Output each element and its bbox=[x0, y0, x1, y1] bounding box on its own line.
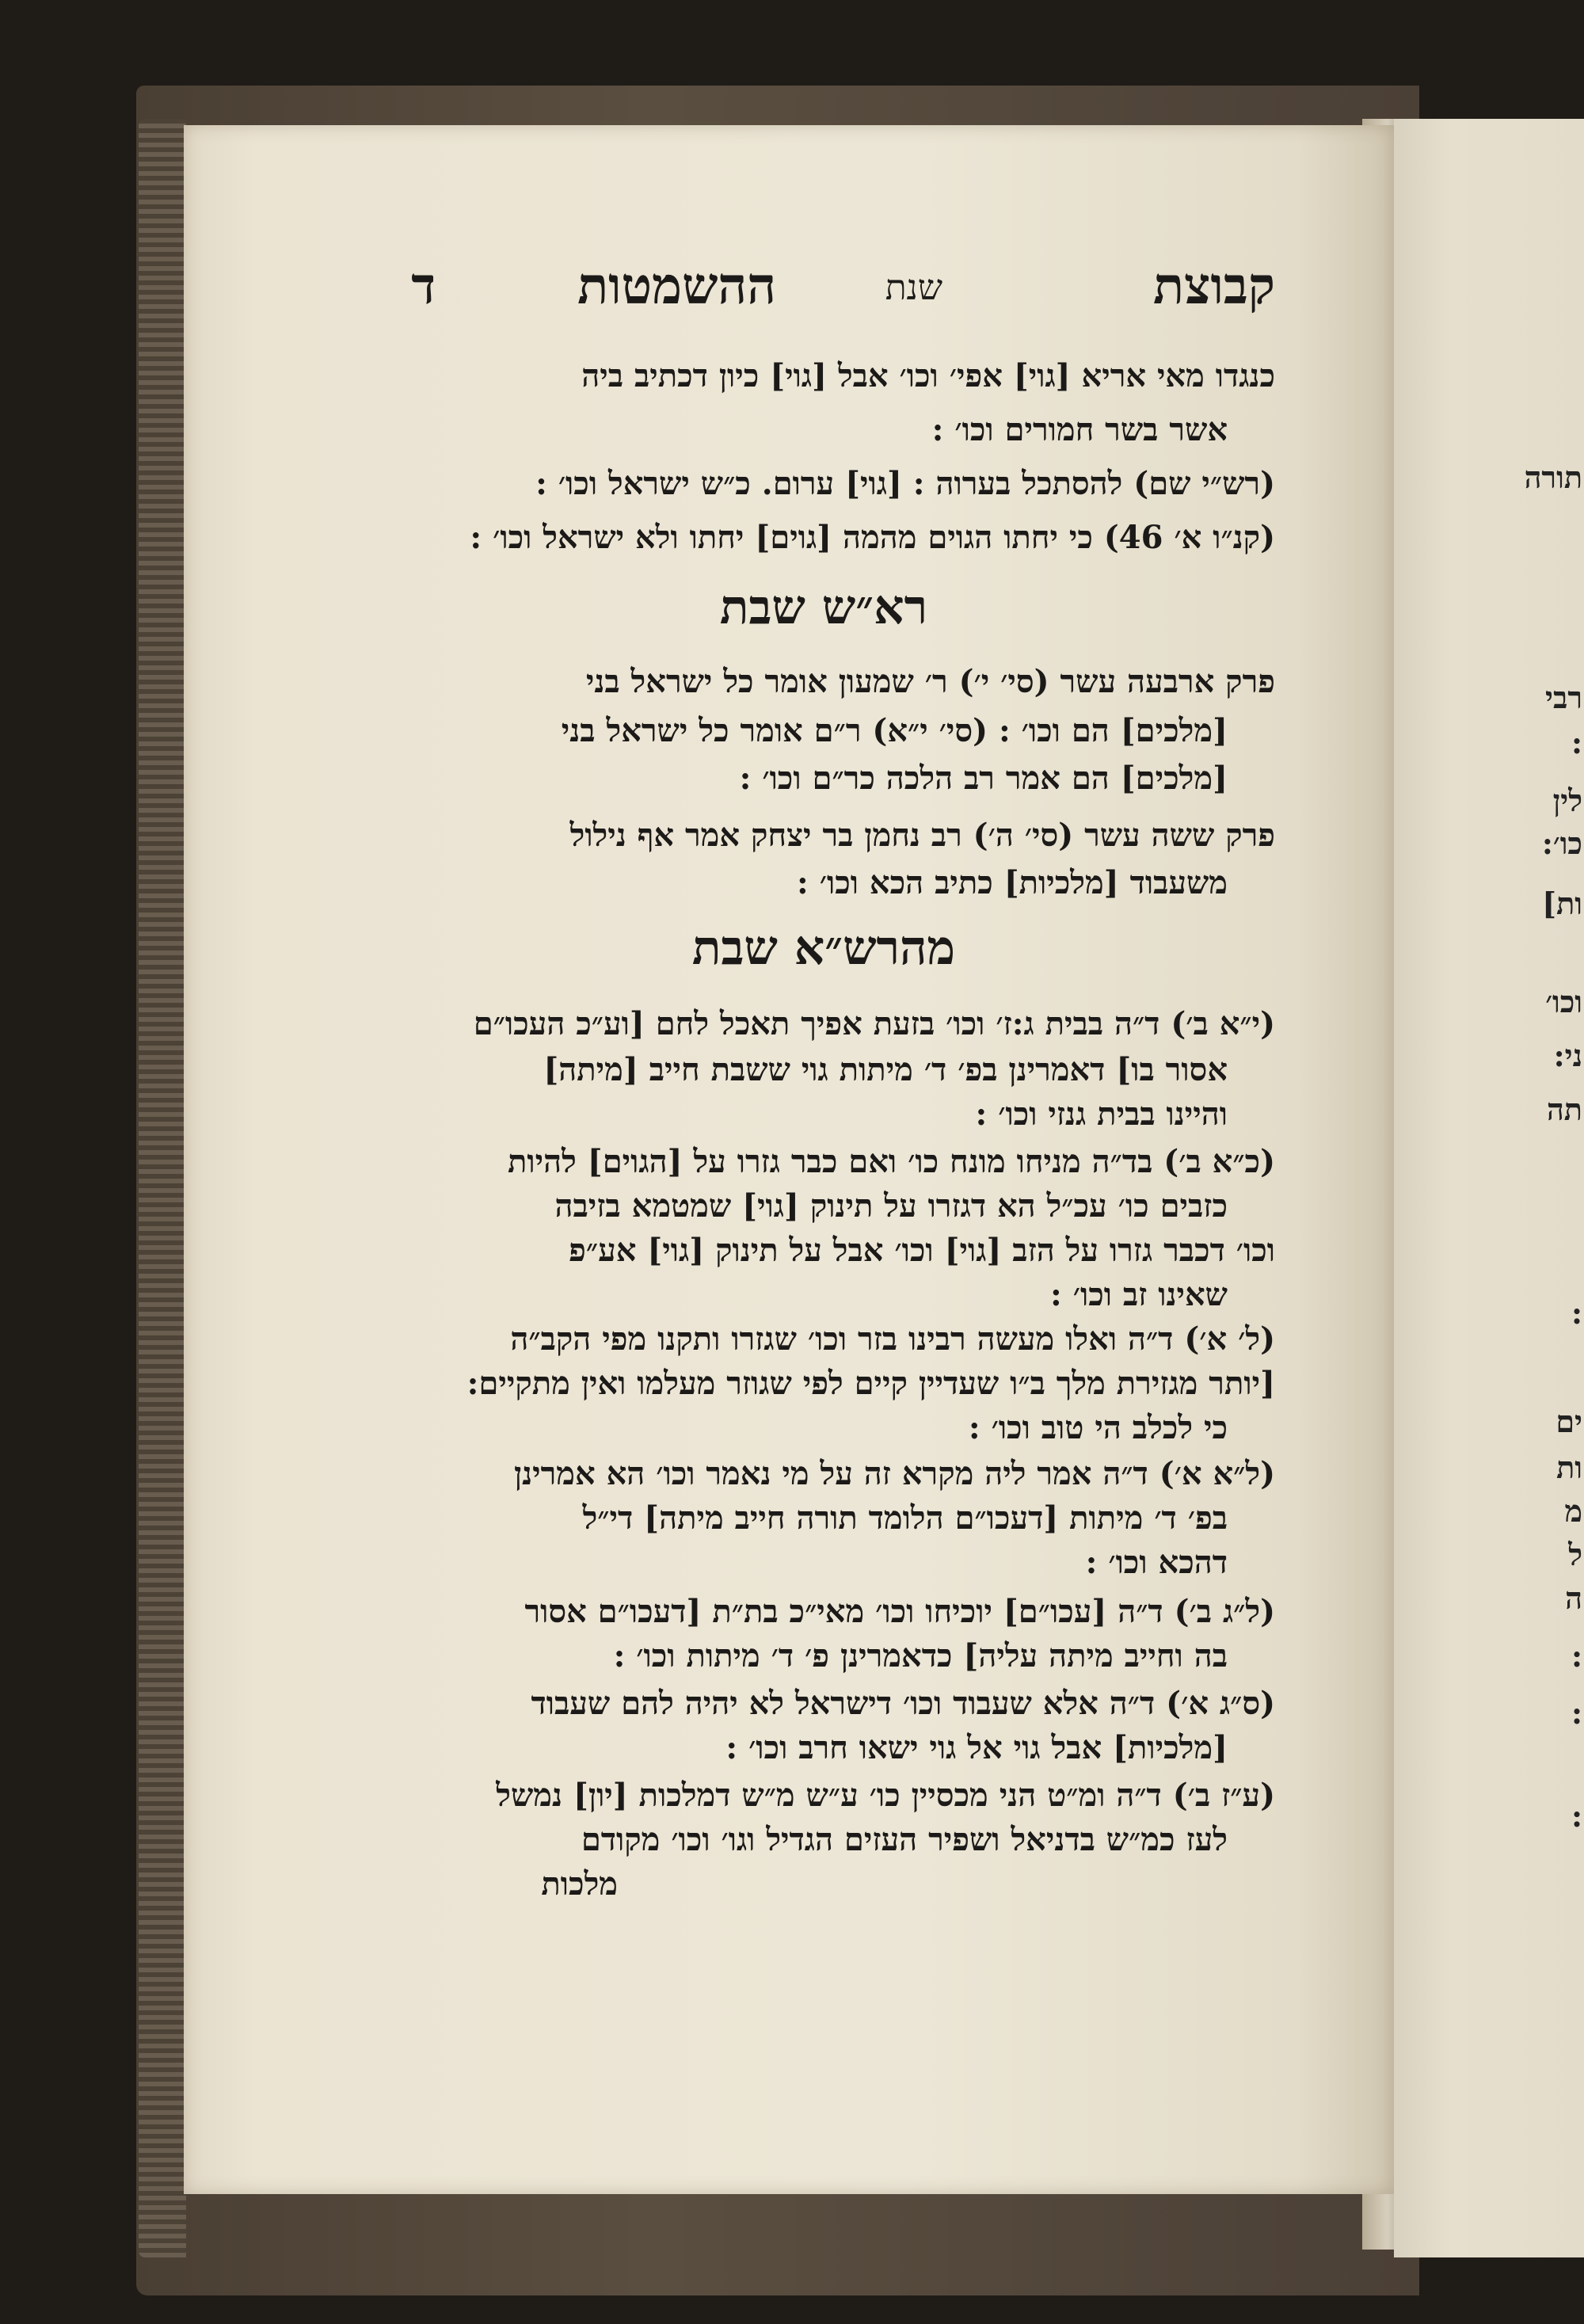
text-line: אסור בו] דאמרינן בפ׳ ד׳ מיתות גוי ששבת חייב [מיתה] bbox=[543, 1051, 1228, 1088]
next-page-fragment: : bbox=[1571, 1295, 1582, 1331]
text-line: כזבים כו׳ עכ״ל הא דגזרו על תינוק [גוי] שמטמא בזיבה bbox=[554, 1187, 1228, 1225]
next-page-fragment: וכו׳ bbox=[1545, 984, 1582, 1019]
next-page-fragment: : bbox=[1571, 1695, 1582, 1731]
text-line: פרק ארבעה עשר (סי׳ י׳) ר׳ שמעון אומר כל ישראל בני bbox=[585, 663, 1275, 700]
next-page-fragment: כו׳: bbox=[1541, 825, 1582, 861]
text-line: והיינו בבית גנזי וכו׳ : bbox=[975, 1095, 1228, 1133]
next-page-fragment: : bbox=[1571, 725, 1582, 760]
text-line: (ס״ג א׳) ד״ה אלא שעבוד וכו׳ דישראל לא יהיה להם שעבוד bbox=[531, 1685, 1275, 1722]
text-line: [יותר מגזירת מלך ב״ו שעדיין קיים לפי שגוזר מעלמו ואין מתקיים: bbox=[466, 1365, 1275, 1402]
text-line: [מלכים] הם אמר רב הלכה כר״ם וכו׳ : bbox=[739, 760, 1228, 797]
text-line: פרק ששה עשר (סי׳ ה׳) רב נחמן בר יצחק אמר אף נילול bbox=[569, 817, 1275, 854]
text-line: (כ״א ב׳) בד״ה מניחו מונח כו׳ ואם כבר גזרו על [הגוים] להיות bbox=[508, 1143, 1275, 1180]
section-title: מהרש״א שבת bbox=[691, 920, 956, 976]
header-title-left: ההשמטות bbox=[577, 257, 776, 316]
next-page-fragment: ל bbox=[1568, 1537, 1582, 1572]
next-page-fragment: : bbox=[1571, 1638, 1582, 1674]
next-page-fragment: לין bbox=[1552, 783, 1582, 818]
header-title-middle: שנת bbox=[885, 268, 942, 308]
next-page-fragment: מ bbox=[1564, 1493, 1582, 1529]
text-line: וכו׳ דכבר גזרו על הזב [גוי] וכו׳ אבל על תינוק [גוי] אע״פ bbox=[569, 1232, 1275, 1269]
running-header bbox=[372, 255, 1275, 334]
text-line: משעבוד [מלכיות] כתיב הכא וכו׳ : bbox=[797, 864, 1228, 901]
text-line: [מלכיות] אבל גוי אל גוי ישאו חרב וכו׳ : bbox=[725, 1729, 1228, 1766]
page-number-letter: ד bbox=[411, 257, 436, 316]
text-line: אשר בשר חמורים וכו׳ : bbox=[931, 411, 1228, 448]
text-line: מלכות bbox=[541, 1865, 618, 1903]
next-page-fragment: תה bbox=[1546, 1092, 1582, 1127]
next-page-fragment: ות bbox=[1556, 1450, 1582, 1485]
text-line: כי לכלב הי טוב וכו׳ : bbox=[968, 1409, 1228, 1446]
text-line: (ל״ג ב׳) ד״ה [עכו״ם] יוכיחו וכו׳ מאי״כ בת״ת [דעכו״ם אסור bbox=[524, 1593, 1275, 1630]
text-line: (קנ״ו א׳ 46) כי יחתו הגוים מהמה [גוים] יחתו ולא ישראל וכו׳ : bbox=[470, 519, 1275, 556]
text-line: (ע״ז ב׳) ד״ה ומ״ט הני מכסיין כו׳ ע״ש מ״ש דמלכות [יון] נמשל bbox=[496, 1777, 1275, 1814]
next-page-fragment: רבי bbox=[1545, 680, 1582, 715]
next-page-fragment: ני: bbox=[1553, 1038, 1582, 1073]
text-line: לעז כמ״ש בדניאל ושפיר העזים הגדיל וגו׳ וכו׳ מקודם bbox=[581, 1821, 1228, 1858]
text-line: [מלכים] הם וכו׳ : (סי׳ י״א) ר״ם אומר כל ישראל בני bbox=[561, 712, 1228, 749]
next-page-fragment: ה bbox=[1565, 1580, 1582, 1616]
text-line: שאינו זב וכו׳ : bbox=[1050, 1276, 1228, 1313]
book-spine-edge bbox=[139, 119, 186, 2257]
text-line: בפ׳ ד׳ מיתות [דעכו״ם הלומד תורה חייב מיתה] די״ל bbox=[582, 1499, 1228, 1537]
next-page-fragment: : bbox=[1571, 1798, 1582, 1834]
section-title: רא״ש שבת bbox=[719, 580, 928, 635]
next-page-fragment: ים bbox=[1555, 1404, 1582, 1439]
text-line: כנגדו מאי אריא [גוי] אפי׳ וכו׳ אבל [גוי] כיון דכתיב ביה bbox=[581, 357, 1275, 394]
text-line: (ל׳ א׳) ד״ה ואלו מעשה רבינו בזר וכו׳ שגזרו ותקנו מפי הקב״ה bbox=[510, 1320, 1275, 1358]
next-page-fragment: ות] bbox=[1542, 886, 1582, 921]
text-line: (י״א ב׳) ד״ה בבית ג:ז׳ וכו׳ בזעת אפיך תאכל לחם [וע״כ העכו״ם bbox=[473, 1005, 1275, 1042]
header-title-right: קבוצת bbox=[1152, 257, 1275, 316]
next-page-fragment: תורה bbox=[1524, 459, 1582, 495]
text-line: (ל״א א׳) ד״ה אמר ליה מקרא זה על מי נאמר וכו׳ הא אמרינן bbox=[513, 1455, 1275, 1492]
next-page-edge bbox=[1394, 119, 1584, 2257]
text-line: (רש״י שם) להסתכל בערוה : [גוי] ערום. כ״ש ישראל וכו׳ : bbox=[535, 465, 1275, 502]
text-line: בה וחייב מיתה עליה] כדאמרינן פ׳ ד׳ מיתות וכו׳ : bbox=[613, 1637, 1228, 1674]
text-line: דהכא וכו׳ : bbox=[1085, 1544, 1228, 1581]
